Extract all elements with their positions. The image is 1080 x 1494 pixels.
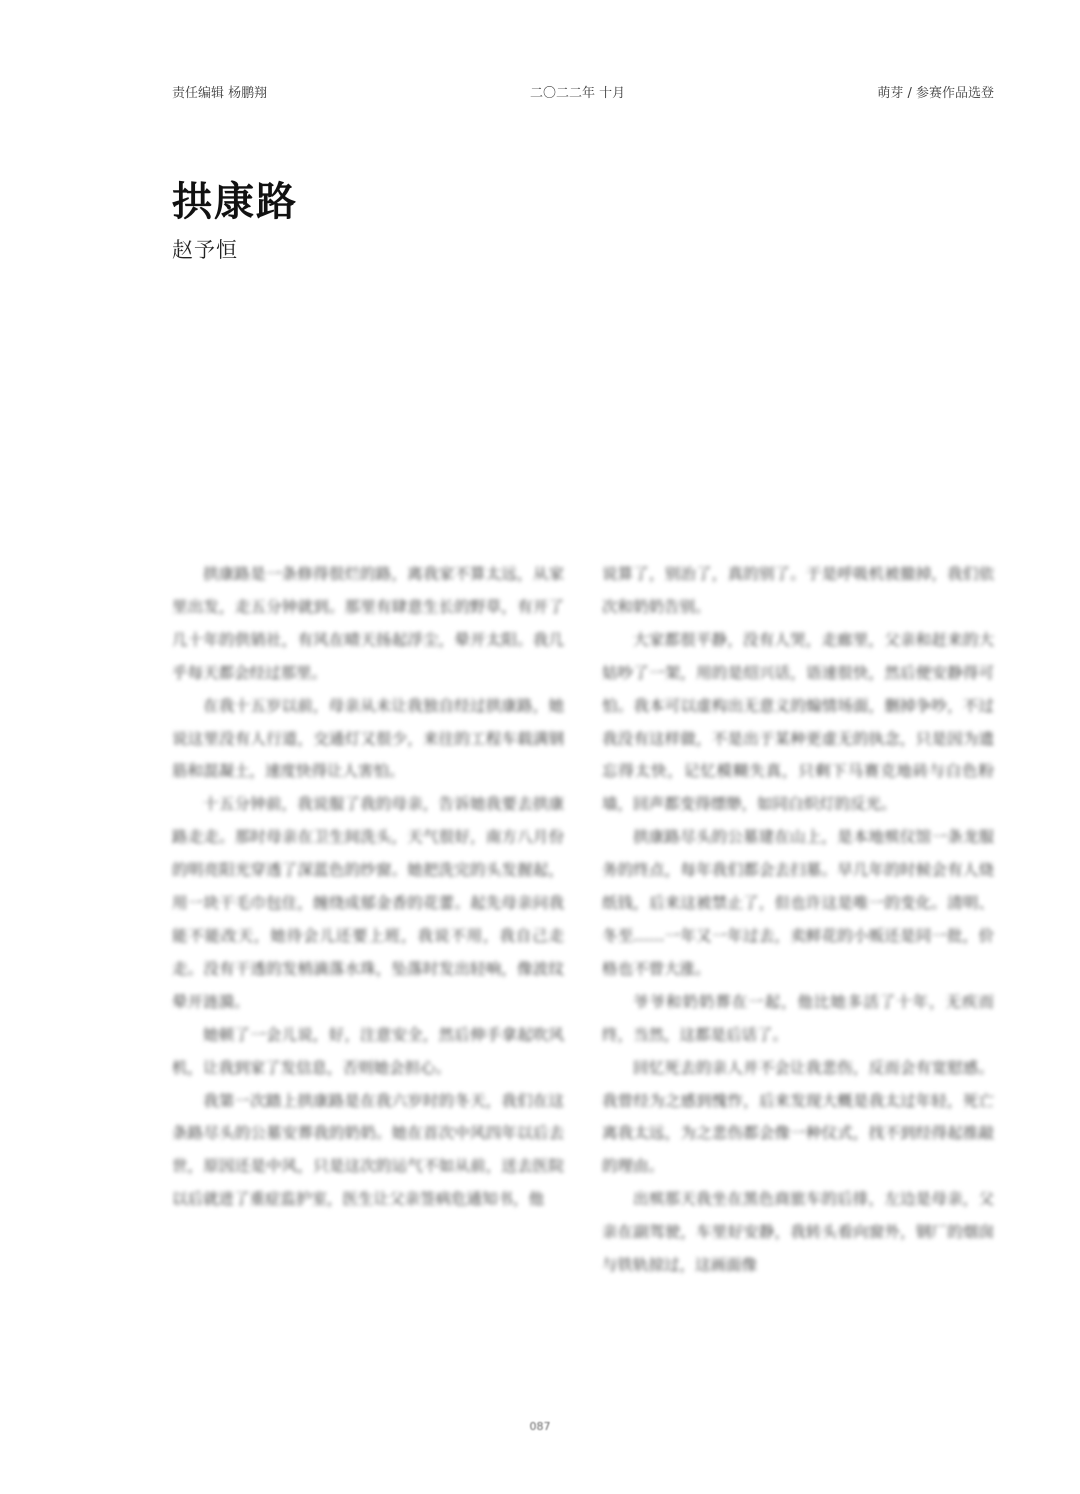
paragraph: 回忆死去的亲人并不会让我悲伤，反而会有宽慰感。我曾经为之感到愧怍，后来发现大概是我太过年轻，死亡离我太远，为之悲伤都会像一种仪式，找不到经得起推敲的理由。	[602, 1058, 994, 1176]
paragraph: 拱康路尽头的公墓建在山上，是本地殡仪馆一条龙服务的终点，每年我们都会去扫墓。早几年的时候会有人烧纸钱，后来这被禁止了，但也许这是唯一的变化。清明、冬至……一年又一年过去，卖鲜花的小贩还是同一批，价格也不曾大涨。	[602, 828, 994, 978]
section-label: 萌芽 / 参赛作品选登	[877, 86, 994, 101]
running-header	[172, 82, 994, 106]
paragraph: 她顿了一会儿说，好，注意安全，然后伸手拿起吹风机，让我到家了发信息，否则她会担心。	[172, 1025, 564, 1077]
paragraph-continued: 说算了，别治了，真的别了。于是呼吸机被撤掉，我们依次和奶奶告别。	[602, 565, 994, 616]
issue-date: 二〇二二年 十月	[530, 86, 626, 101]
paragraph: 拱康路是一条修得很烂的路，离我家不算太远，从家里出发，走五分钟就到。那里有肆意生长的野草，有开了几十年的供销社，有风在晴天扬起浮尘，晕开太阳。我几乎每天都会经过那里。	[172, 565, 564, 682]
article-author: 赵予恒	[172, 238, 238, 262]
paragraph: 大家都很平静，没有人哭，走廊里，父亲和赶来的大姑吵了一架，用的是绍兴话，语速很快，然后便安静得可怕。我本可以虚构出无意义的煽情场面，删掉争吵，不过我没有这样做，不是出于某种更虚无的执念，只是因为遗忘得太快，记忆模糊失真，只剩下马赛克地砖与白色粉墙，回声都变得缥缈，如同白炽灯的反光。	[602, 630, 994, 814]
body-column-right	[602, 558, 994, 1282]
paragraph: 我第一次踏上拱康路是在我六岁时的冬天，我们在这条路尽头的公墓安葬我的奶奶。她在首次中风四年以后去世，原因还是中风，只是这次的运气不如从前，送去医院以后就进了重症监护室，医生让父亲签病危通知书，他	[172, 1091, 564, 1209]
editor-credit: 责任编辑 杨鹏翔	[172, 86, 268, 101]
body-column-left	[172, 558, 564, 1216]
paragraph: 爷爷和奶奶葬在一起，他比她多活了十年，无疾而终，当然，这都是后话了。	[602, 992, 994, 1044]
paragraph: 在我十五岁以前，母亲从未让我独自经过拱康路，她说这里没有人行道，交通灯又很少，来往的工程车载满钢筋和混凝土，速度快得让人害怕。	[172, 696, 564, 781]
paragraph: 十五分钟前，我说服了我的母亲，告诉她我要去拱康路走走。那时母亲在卫生间洗头，天气很好，南方八月份的明亮阳光穿透了深蓝色的纱窗。她把洗完的头发握起，用一块干毛巾包住，缠绕成郁金香的花蕾。起先母亲问我能不能改天，她待会儿还要上班，我说不用，我自己走走。没有干透的发梢滴落水珠，坠落时发出轻响，像波纹晕开涟漪。	[172, 795, 564, 1011]
page-number: 087	[529, 1420, 551, 1433]
article-title: 拱康路	[172, 178, 298, 225]
paragraph: 出殡那天我坐在黑色商旅车的后排，左边是母亲，父亲在副驾驶，车里好安静，我转头看向窗外，钢厂的烟囱与铁轨掠过，这画面像	[602, 1190, 994, 1275]
